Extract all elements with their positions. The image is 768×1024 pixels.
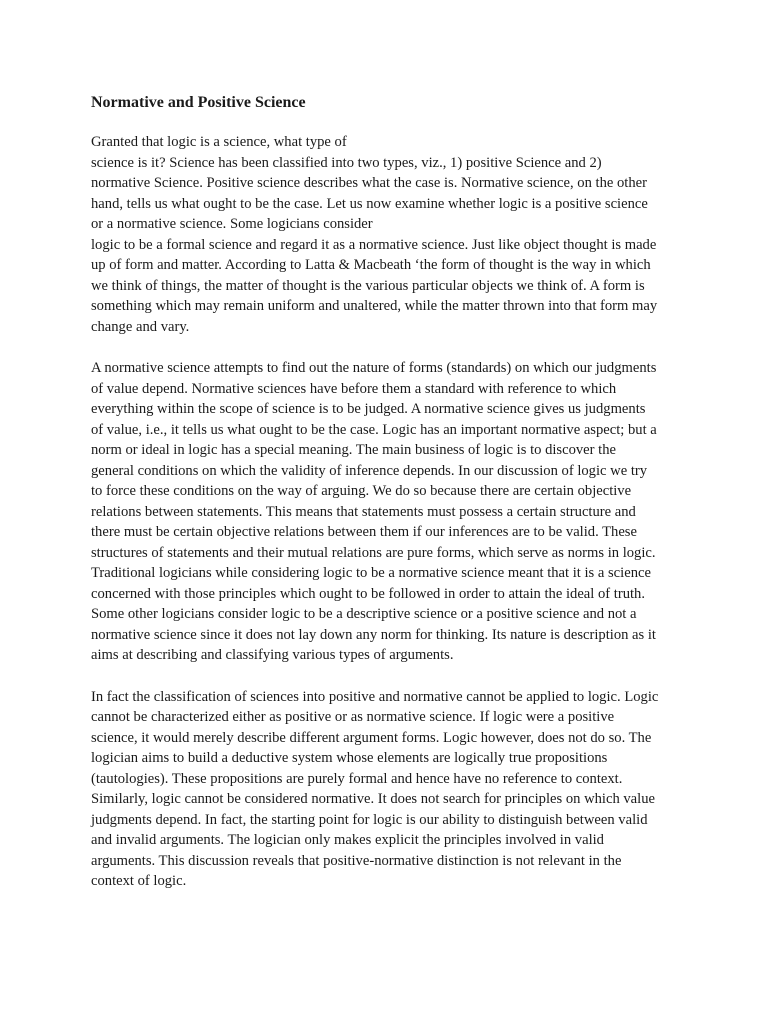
paragraph-line: of value, i.e., it tells us what ought to be the case. Logic has an important normative aspect; but a	[91, 421, 657, 438]
paragraph-line: general conditions on which the validity of inference depends. In our discussion of logic we try	[91, 462, 648, 479]
paragraph-line: concerned with those principles which ought to be followed in order to attain the ideal of truth.	[91, 585, 646, 602]
paragraph-line: arguments. This discussion reveals that positive-normative distinction is not relevant in the	[91, 852, 622, 869]
paragraph-line: and invalid arguments. The logician only makes explicit the principles involved in valid	[91, 832, 604, 848]
paragraph-2	[91, 358, 681, 666]
paragraph-3	[91, 687, 681, 892]
paragraph-line: change and vary.	[91, 318, 190, 335]
paragraph-line: of value depend. Normative sciences have before them a standard with reference to which	[91, 380, 617, 397]
paragraph-line: logician aims to build a deductive system whose elements are logically true propositions	[91, 750, 608, 766]
document-page	[91, 92, 681, 913]
paragraph-line: to force these conditions on the way of arguing. We do so because there are certain objective	[91, 483, 632, 499]
document-title: Normative and Positive Science	[91, 94, 306, 111]
paragraph-line: Granted that logic is a science, what type of	[91, 134, 347, 150]
paragraph-line: hand, tells us what ought to be the case. Let us now examine whether logic is a positive science	[91, 195, 648, 212]
paragraph-line: judgments depend. In fact, the starting point for logic is our ability to distinguish between valid	[91, 811, 648, 828]
paragraph-1	[91, 132, 681, 337]
paragraph-line: relations between statements. This means that statements must possess a certain structure and	[91, 503, 636, 520]
paragraph-line: cannot be characterized either as positive or as normative science. If logic were a positive	[91, 709, 615, 725]
paragraph-line: normative science since it does not lay down any norm for thinking. Its nature is description as it	[91, 626, 656, 643]
paragraph-line: normative Science. Positive science describes what the case is. Normative science, on the other	[91, 175, 647, 191]
paragraph-line: there must be certain objective relations between them if our inferences are to be valid. These	[91, 524, 637, 540]
paragraph-line: everything within the scope of science is to be judged. A normative science gives us judgments	[91, 401, 646, 417]
paragraph-line: Some other logicians consider logic to be a descriptive science or a positive science and not a	[91, 606, 637, 622]
paragraph-line: norm or ideal in logic has a special meaning. The main business of logic is to discover the	[91, 442, 616, 458]
paragraph-line: structures of statements and their mutual relations are pure forms, which serve as norms in logic.	[91, 544, 656, 561]
paragraph-line: logic to be a formal science and regard it as a normative science. Just like object thought is made	[91, 236, 657, 253]
paragraph-line: Similarly, logic cannot be considered normative. It does not search for principles on which value	[91, 791, 655, 807]
paragraph-line: science, it would merely describe different argument forms. Logic however, does not do so. The	[91, 729, 652, 746]
paragraph-line: up of form and matter. According to Latta & Macbeath ‘the form of thought is the way in which	[91, 257, 651, 273]
paragraph-line: we think of things, the matter of thought is the various particular objects we think of. A form is	[91, 277, 645, 294]
paragraph-line: something which may remain uniform and unaltered, while the matter thrown into that form may	[91, 298, 658, 314]
paragraph-line: aims at describing and classifying various types of arguments.	[91, 647, 454, 663]
paragraph-line: A normative science attempts to find out the nature of forms (standards) on which our judgments	[91, 360, 657, 376]
paragraph-line: Traditional logicians while considering logic to be a normative science meant that it is a science	[91, 565, 651, 581]
paragraph-line: (tautologies). These propositions are purely formal and hence have no reference to context.	[91, 770, 623, 787]
paragraph-line: In fact the classification of sciences into positive and normative cannot be applied to logic. Logic	[91, 688, 659, 705]
paragraph-line: or a normative science. Some logicians consider	[91, 216, 373, 232]
paragraph-line: context of logic.	[91, 873, 187, 889]
paragraph-line: science is it? Science has been classified into two types, viz., 1) positive Science and 2)	[91, 154, 602, 171]
